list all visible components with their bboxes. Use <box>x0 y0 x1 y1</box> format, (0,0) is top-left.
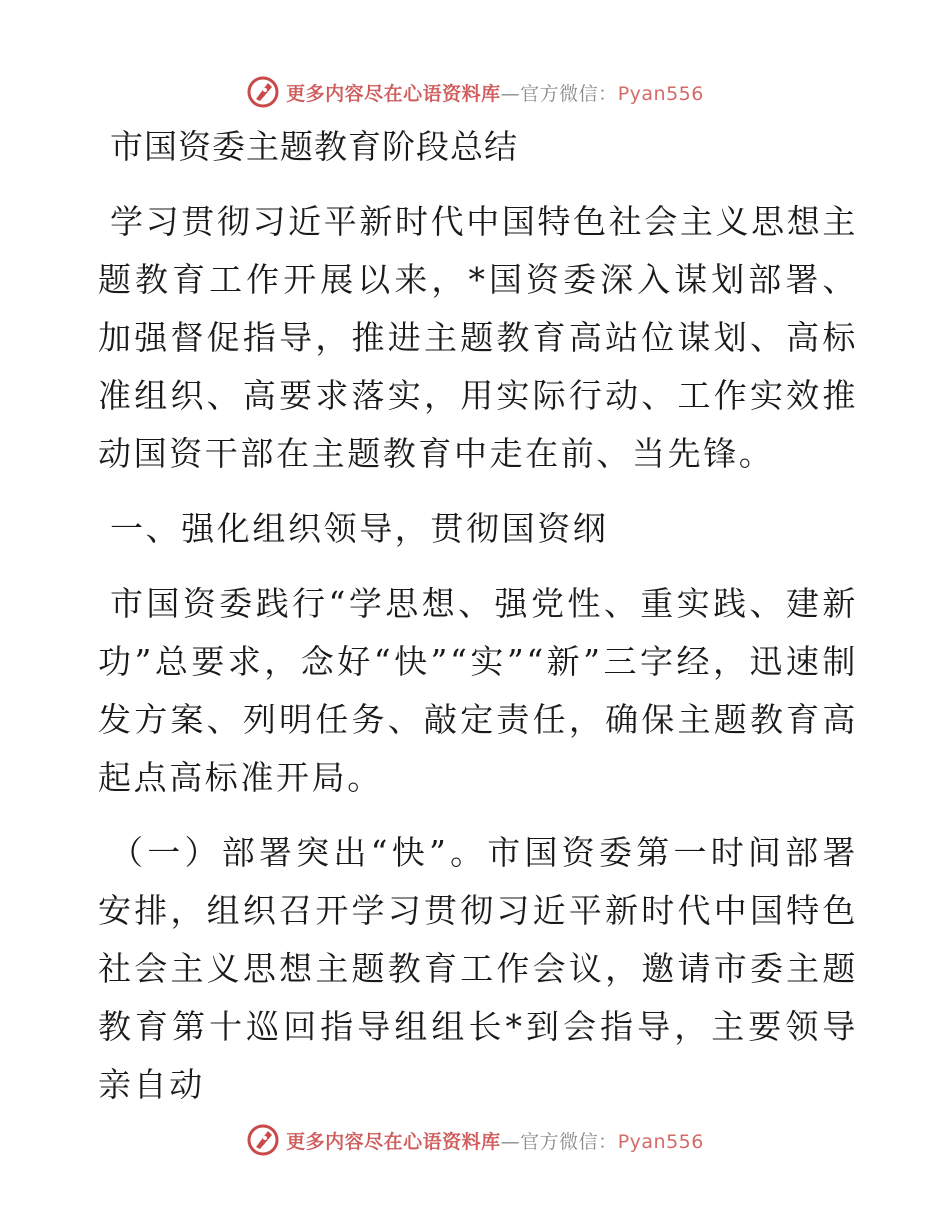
document-body <box>98 118 858 1114</box>
header-watermark-text <box>286 79 704 106</box>
header-brand-text: 更多内容尽在心语资料库 <box>286 82 501 105</box>
intro-paragraph: 学习贯彻习近平新时代中国特色社会主义思想主题教育工作开展以来，*国资委深入谋划部署、加强督促指导，推进主题教育高站位谋划、高标准组织、高要求落实，用实际行动、工作实效推动国资干部在主题教育中走在前、当先锋。 <box>98 202 858 473</box>
header-wechat-id: Pyan556 <box>617 82 704 105</box>
footer-wechat-id: Pyan556 <box>617 1130 704 1153</box>
footer-wechat-label: 官方微信： <box>520 1130 618 1153</box>
pen-nib-logo-icon <box>246 75 280 109</box>
footer-watermark-inner <box>246 1123 704 1157</box>
pen-nib-logo-icon <box>246 1123 280 1157</box>
header-watermark-banner <box>0 72 950 112</box>
footer-brand-text: 更多内容尽在心语资料库 <box>286 1130 501 1153</box>
header-dash: — <box>500 82 521 105</box>
footer-watermark-text <box>286 1127 704 1154</box>
header-watermark-inner <box>246 75 704 109</box>
header-wechat-label: 官方微信： <box>520 82 618 105</box>
document-title: 市国资委主题教育阶段总结 <box>110 127 518 166</box>
footer-watermark-banner <box>0 1120 950 1160</box>
subsection-1-paragraph: （一）部署突出“快”。市国资委第一时间部署安排，组织召开学习贯彻习近平新时代中国特色社会主义思想主题教育工作会议，邀请市委主题教育第十巡回指导组组长*到会指导，主要领导亲自动 <box>98 833 858 1104</box>
section-1-heading: 一、强化组织领导，贯彻国资纲 <box>110 509 609 548</box>
section-1-paragraph: 市国资委践行“学思想、强党性、重实践、建新功”总要求，念好“快”“实”“新”三字经，迅速制发方案、列明任务、敲定责任，确保主题教育高起点高标准开局。 <box>98 584 858 797</box>
footer-dash: — <box>500 1130 521 1153</box>
